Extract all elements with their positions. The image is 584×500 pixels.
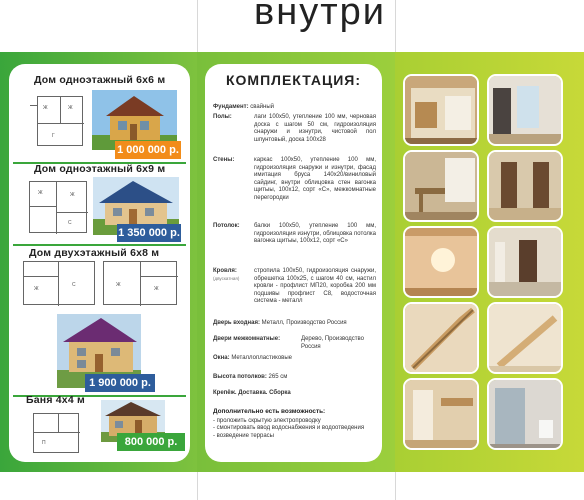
row-foundation: Фундамент: свайный xyxy=(213,104,275,110)
house-2-plan: Ж Ж С xyxy=(29,181,87,233)
list-item: - возведение террасы xyxy=(213,432,274,439)
interior-photo-wood-room xyxy=(403,378,479,450)
row-height: Высота потолков: 265 см xyxy=(213,374,288,380)
list-item: - смонтировать ввод водоснабжения и водоотведения xyxy=(213,425,365,432)
house-2-title: Дом одноэтажный 6х9 м xyxy=(34,163,166,175)
row-door: Дверь входная: Металл, Производство Россия xyxy=(213,320,347,326)
house-1-title: Дом одноэтажный 6х6 м xyxy=(34,74,166,86)
house-4-title: Баня 4х4 м xyxy=(26,394,85,406)
row-mount: Крепёж. Доставка. Сборка xyxy=(213,390,291,396)
interior-photo-bathroom xyxy=(487,378,563,450)
interior-photo-hall xyxy=(487,150,563,222)
house-3-title: Дом двухэтажный 6х8 м xyxy=(29,247,160,259)
extras-title: Дополнительно есть возможность: xyxy=(213,408,326,415)
interior-photo-terrace xyxy=(403,74,479,146)
house-3-plan-1: Ж С xyxy=(23,261,95,305)
extras-list xyxy=(213,418,378,440)
complect-title: КОМПЛЕКТАЦИЯ: xyxy=(225,72,361,88)
interior-photo-dining xyxy=(403,150,479,222)
house-1-plan: Ж Ж Г xyxy=(37,96,83,146)
house-4-plan: П xyxy=(33,413,79,453)
interior-photo-corridor xyxy=(487,226,563,298)
house-3-plan-2: Ж Ж xyxy=(103,261,177,305)
house-2-price: 1 350 000 р. xyxy=(117,224,181,242)
house-4-price: 800 000 р. xyxy=(117,433,185,451)
list-item: - проложить скрытую электропроводку xyxy=(213,418,321,424)
interior-photo-stairs-2 xyxy=(487,302,563,374)
row-windows: Окна: Металлопластиковые xyxy=(213,355,292,361)
complect-card: КОМПЛЕКТАЦИЯ: Фундамент: свайный Полы: лаги 100х50, утепление 100 мм, черновая доска с шагом 50 см, гидроизоляция снаружи и изнутри, чистовой пол шпунтовый, доска 100х28 Стены: каркас 100х50, утепление 100 мм, гидроизоляция снаружи и изнутри, фасад имитация бруса 140х20/виниловый сайдинг, внутри облицовка стен вагонка щитыы, 100х12, сорт «С», межкомнатные перегородки Потолок: балки 100х50, утепление 100 мм, гидроизоляция изнутри, облицовка потолка вагонка щитыы, 100х12, сорт «С» Кровля: (двускатная) стропила 100х50, гидроизоляция снаружи, обрешетка 100х25, с шагом 40 см, настил кровли - профлист МП20, коробка 200 мм подшивы профлист С8, водосточная система - металл Дверь входная: Металл, Производство Россия Двери межкомнатные: Дерево, Производство Россия Окна: Металлопластиковые Высота потолков: 265 см Крепёж. Доставка. Сборка Дополнительно есть возможность: - проложить скрытую электропроводку - смонтировать ввод водоснабжения и водоотведения - возведение террасы xyxy=(205,64,382,462)
page-heading: внутри xyxy=(254,0,386,33)
interior-photo-stairs-1 xyxy=(403,302,479,374)
house-1-price: 1 000 000 р. xyxy=(115,141,181,159)
interior-photo-room-window xyxy=(487,74,563,146)
house-3-price: 1 900 000 р. xyxy=(85,374,155,392)
separator-2 xyxy=(13,244,186,246)
houses-card xyxy=(9,64,190,462)
interior-photo-lamp-room xyxy=(403,226,479,298)
